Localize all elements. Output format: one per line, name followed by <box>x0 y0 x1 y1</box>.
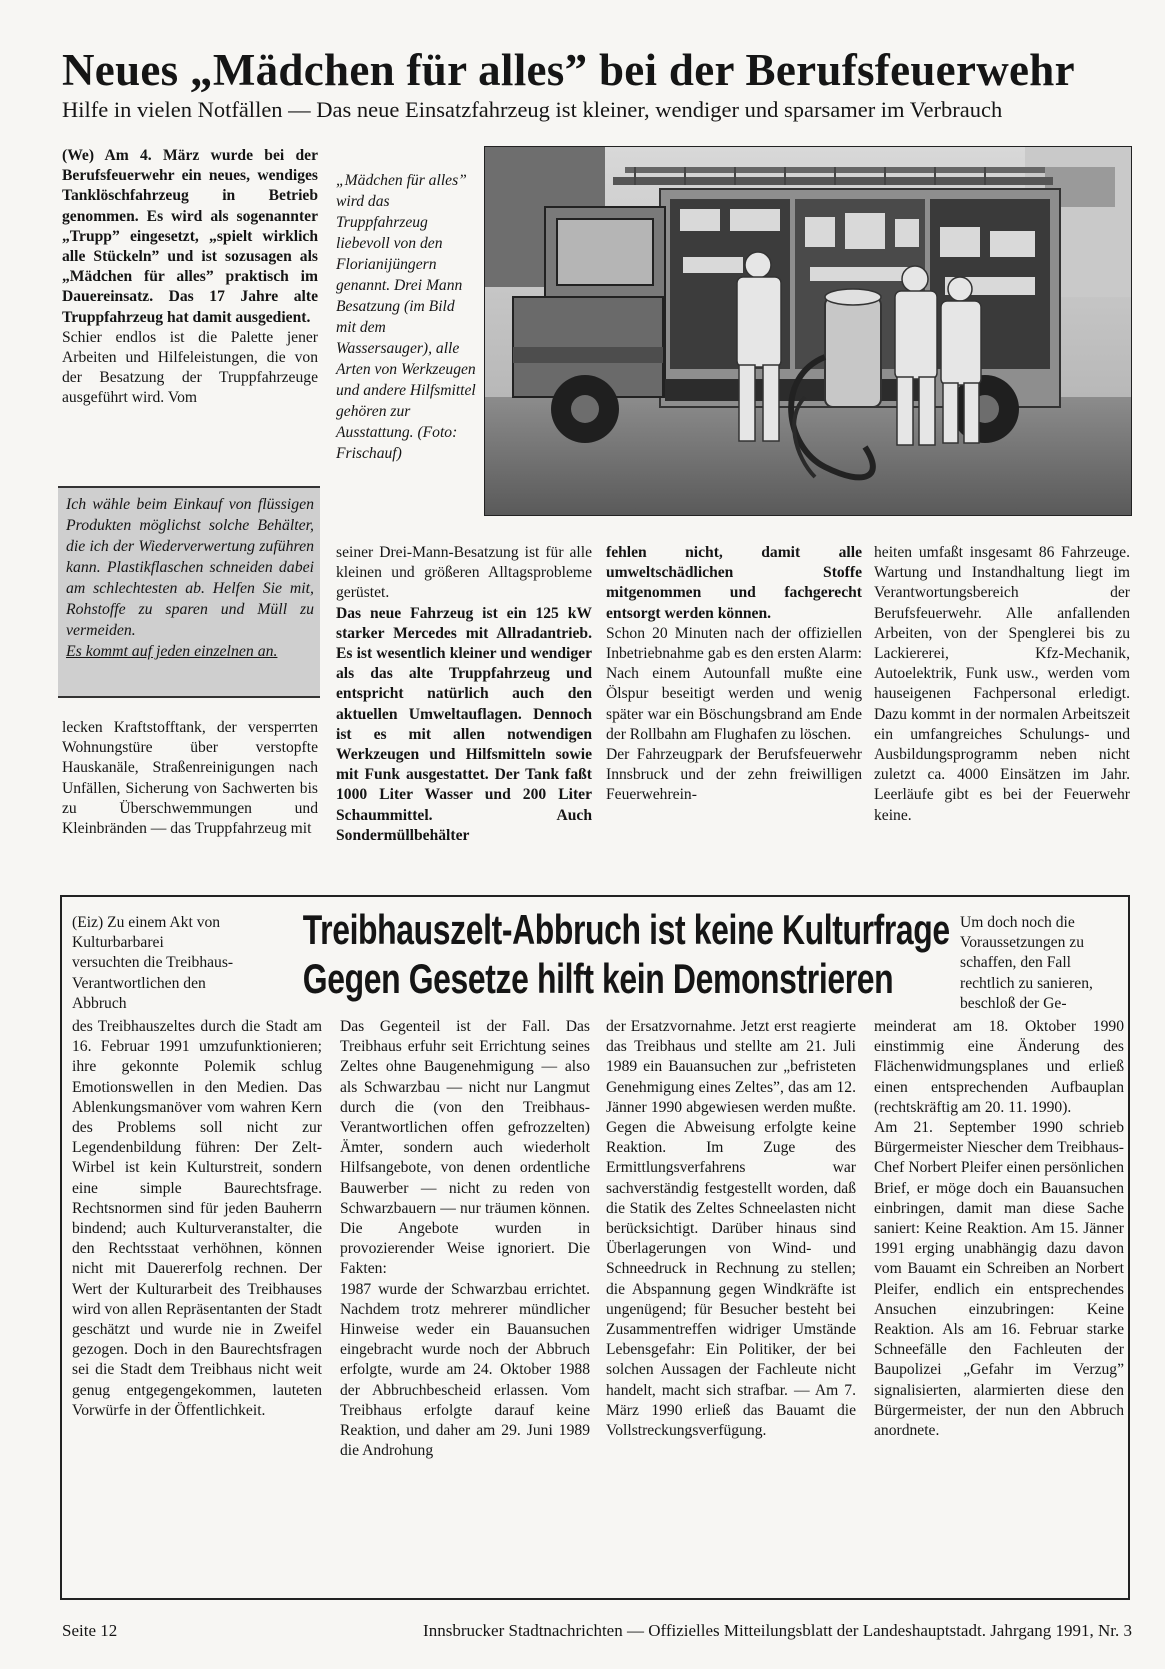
page-footer <box>62 1620 1132 1642</box>
quote-box <box>58 486 320 698</box>
quote-text: Ich wähle beim Einkauf von flüssigen Produkten möglichst solche Behälter, die ich der Wiederverwertung zuführen kann. Plastikflaschen schneiden dabei am schlechtesten ab. Helfen Sie mit, Rohstoffe zu sparen und Müll zu vermeiden. <box>66 496 314 639</box>
publication-info: Innsbrucker Stadtnachrichten — Offizielles Mitteilungsblatt der Landeshauptstadt. Jahrgang 1991, Nr. 3 <box>423 1621 1132 1640</box>
article2-col4-main: meinderat am 18. Oktober 1990 einstimmig eine Änderung des Flächenwidmungsplanes und erließ einen entsprechenden Aufbauplan (rechtskräftig am 20. 11. 1990). <box>874 1018 1124 1116</box>
page-number: Seite 12 <box>62 1621 118 1640</box>
fire-truck-photo <box>484 146 1132 516</box>
article2-col4-main2: Am 21. September 1990 schrieb Bürgermeister Niescher dem Treibhaus-Chef Norbert Pleifer einen persönlichen Brief, er möge doch ein Bauansuchen einbringen, damit man diese Sache saniert: Keine Reaktion. Am 15. Jänner 1991 erging unabhängig dazu davon vom Bauamt ein Schreiben an Norbert Pleifer, endlich ein entsprechendes Ansuchen einzubringen: Keine Reaktion. Als am 16. Februar starke Schneefälle den Fachleuten der Baupolizei „Gefahr im Verzug” signalisierten, alarmierten diese den Bürgermeister, der nun den Abbruch anordnete. <box>874 1119 1124 1440</box>
article2-column-1-top <box>72 913 234 1014</box>
article1-col3-text2: Der Fahrzeugpark der Berufsfeuerwehr Innsbruck und der zehn freiwilligen Feuerwehrein- <box>606 746 862 804</box>
article1-col4-text: heiten umfaßt insgesamt 86 Fahrzeuge. Wartung und Instandhaltung liegt im Verantwortungsbereich der Berufsfeuerwehr. Alle anfallenden Arbeiten, von der Spenglerei bis zu Lackiererei, Kfz-Mechanik, Autoelektrik, Funk usw., werden vom hauseigenen Fachpersonal erledigt. Dazu kommt in der normalen Arbeitszeit ein umfangreiches Schulungs- und Ausbildungsprogramm neben nicht zuletzt ca. 4000 Einsätzen im Jahr. Leerläufe gibt es bei der Feuerwehr keine. <box>874 544 1130 824</box>
article1-col1-text: Schier endlos ist die Palette jener Arbeiten und Hilfeleistungen, die von der Besatzung der Truppfahrzeuge ausgeführt wird. Vom <box>62 328 318 407</box>
article1-col3-bold: fehlen nicht, damit alle umweltschädlichen Stoffe mitgenommen und fachgerecht entsorgt werden können. <box>606 544 862 622</box>
article2-column-3 <box>606 1017 856 1441</box>
article2-column-4-top <box>960 913 1120 1014</box>
article1-col1-bottom: lecken Kraftstofftank, der versperrten Wohnungstüre über verstopfte Hauskanäle, Straßenreinigungen nach Unfällen, Sicherung von Sachwerten bis zu Überschwemmungen und Kleinbränden — das Truppfahrzeug mit <box>62 719 318 838</box>
photo-caption: „Mädchen für alles” wird das Truppfahrzeug liebevoll von den Florianijüngern genannt. Drei Mann Besatzung (im Bild mit dem Wassersauger), alle Arten von Werkzeugen und andere Hilfsmittel gehören zur Ausstattung. (Foto: Frischauf) <box>336 172 476 462</box>
article2-column-4 <box>874 1017 1124 1441</box>
article2-col2b: 1987 wurde der Schwarzbau errichtet. Nachdem trotz mehrerer mündlicher Hinweise weder ein Bauansuchen eingebracht wurde noch der Abbruch erfolgte, wurde am 24. Oktober 1988 der Abbruchbescheid erlassen. Vom Treibhaus erfolgte darauf keine Reaktion, und daher am 29. Juni 1989 die Androhung <box>340 1280 590 1460</box>
article1-col2-bold: Das neue Fahrzeug ist ein 125 kW starker Mercedes mit Allradantrieb. Es ist wesentlich kleiner und wendiger als das alte Truppfahrzeug und entspricht natürlich auch den aktuellen Umweltauflagen. Dennoch ist es mit allen notwendigen Werkzeugen und Hilfsmitteln sowie mit Funk ausgestattet. Der Tank faßt 1000 Liter Wasser und 200 Liter Schaummittel. Auch Sondermüllbehälter <box>336 604 592 844</box>
article1-column-4 <box>874 543 1130 826</box>
article1-headline: Neues „Mädchen für alles” bei der Berufsfeuerwehr <box>62 45 1075 95</box>
quote-last-line: Es kommt auf jeden einzelnen an. <box>66 643 278 660</box>
article2-column-1 <box>72 1017 322 1421</box>
article1-intro: (We) Am 4. März wurde bei der Berufsfeuerwehr ein neues, wendiges Tanklöschfahrzeug in Betrieb genommen. Es wird als sogenannter „Trupp” eingesetzt, „spielt wirklich alle Stückeln” und ist sozusagen als „Mädchen für alles” praktisch im Dauereinsatz. Das 17 Jahre alte Truppfahrzeug hat damit ausgedient. <box>62 147 318 326</box>
article1-column-1 <box>62 146 318 409</box>
article1-subheadline: Hilfe in vielen Notfällen — Das neue Einsatzfahrzeug ist kleiner, wendiger und sparsamer im Verbrauch <box>62 97 1003 122</box>
article1-col3-text1: Schon 20 Minuten nach der offiziellen Inbetriebnahme gab es den ersten Alarm: Nach einem Autounfall mußte eine Ölspur beseitigt werden und wenig später war ein Böschungsbrand am Ende der Rollbahn am Flughafen zu löschen. <box>606 624 862 743</box>
article1-column-3 <box>606 543 862 806</box>
article2-headline: Treibhauszelt-Abbruch ist keine Kulturfrage <box>302 906 950 953</box>
article2-col4-top: Um doch noch die Voraussetzungen zu schaffen, den Fall rechtlich zu sanieren, beschloß der Ge- <box>960 914 1093 1012</box>
article2-col2: Das Gegenteil ist der Fall. Das Treibhaus erfuhr seit Errichtung seines Zeltes ohne Baugenehmigung — also als Schwarzbau — nicht nur Langmut durch die (von den Treibhaus-Verantwortlichen offen gefrozzelten) Ämter, sondern auch wiederholt Hilfsangebote, von denen ordentliche Bauwerber — nicht zu reden von Schwarzbauern — nur träumen können. Die Angebote wurden in provozierender Weise ignoriert. Die Fakten: <box>340 1018 590 1278</box>
article1-col2-text: seiner Drei-Mann-Besatzung ist für alle kleinen und größeren Alltagsprobleme gerüstet. <box>336 544 592 602</box>
article1-column-1-bottom <box>62 718 318 839</box>
article2-col1-top: (Eiz) Zu einem Akt von Kulturbarbarei versuchten die Treibhaus-Verantwortlichen den Abbruch <box>72 914 234 1012</box>
article2-subheadline: Gegen Gesetze hilft kein Demonstrieren <box>302 955 894 1002</box>
article1-column-2 <box>336 543 592 846</box>
article2-col3: der Ersatzvornahme. Jetzt erst reagierte das Treibhaus und stellte am 21. Juli 1989 ein Bauansuchen zur „befristeten Genehmigung eines Zeltes”, das am 12. Jänner 1990 abgewiesen werden mußte. Gegen die Abweisung erfolgte keine Reaktion. Im Zuge des Ermittlungsverfahrens war sachverständig festgestellt worden, daß die Statik des Zeltes Schneelasten nicht berücksichtigt. Darüber hinaus sind Überlagerungen von Wind- und Schneedruck in Rechnung zu stellen; die Abspannung gegen Windkräfte ist ungenügend; für Besucher besteht bei Zusammentreffen widriger Umstände Lebensgefahr: Ein Politiker, der bei solchen Aussagen der Fachleute nicht handelt, macht sich strafbar. — Am 7. März 1990 erließ das Bauamt die Vollstreckungsverfügung. <box>606 1018 856 1440</box>
article2-col1-main: des Treibhauszeltes durch die Stadt am 16. Februar 1991 umzufunktionieren; ihre gekonnte Polemik schlug Emotionswellen in den Medien. Das Ablenkungsmanöver vom wahren Kern des Problems soll nicht zur Legendenbildung führen: Der Zelt-Wirbel ist kein Kulturstreit, sondern eine simple Baurechtsfrage. Rechtsnormen sind für jeden Bauherrn bindend; auch Kulturveranstalter, die den Rechtsstaat verhöhnen, können nicht mit Dauererfolg rechnen. Der Wert der Kulturarbeit des Treibhauses wird von allen Repräsentanten der Stadt geschätzt und wurde nie in Zweifel gezogen. Doch in den Baurechtsfragen sei die Stadt dem Treibhaus nicht weit genug entgegengekommen, lauteten Vorwürfe in der Öffentlichkeit. <box>72 1018 322 1419</box>
article2-column-2 <box>340 1017 590 1461</box>
fire-truck-illustration <box>485 147 1131 515</box>
